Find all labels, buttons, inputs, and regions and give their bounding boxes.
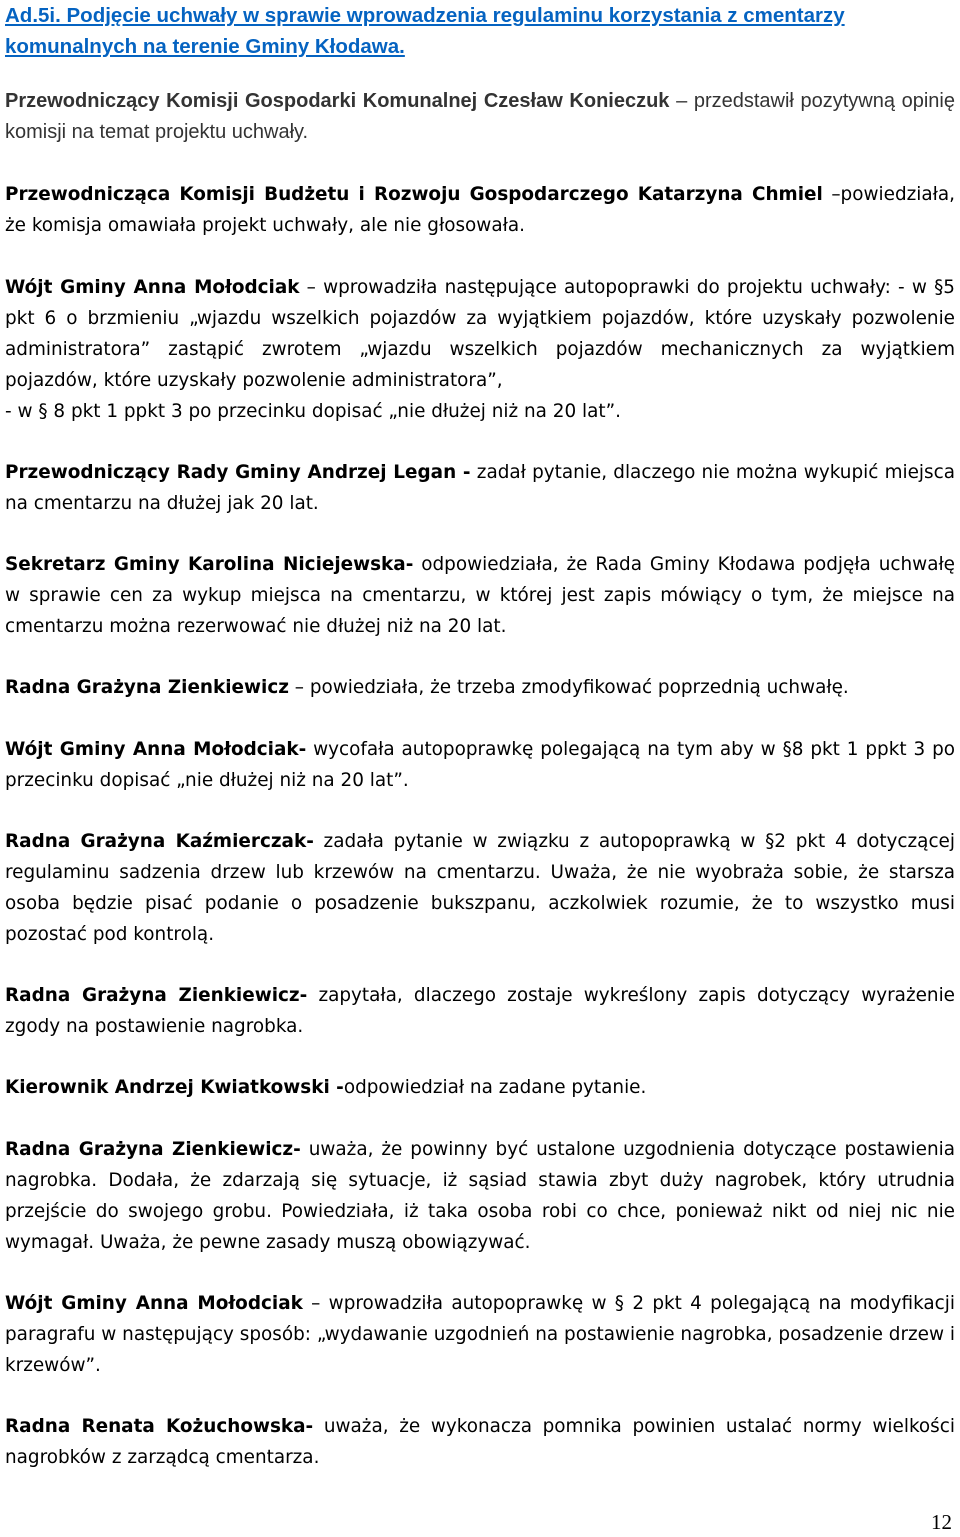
speaker-name: Radna Grażyna Zienkiewicz- <box>5 985 308 1006</box>
paragraph-1 <box>5 86 955 148</box>
statement-text: zapytała, dlaczego zostaje wykreślony zapis dotyczący wyrażenie zgody na postawienie nagrobka. <box>5 985 955 1037</box>
speaker-name: Radna Renata Kożuchowska- <box>5 1416 314 1437</box>
speaker-name: Wójt Gminy Anna Mołodciak <box>5 277 300 298</box>
paragraph-5 <box>5 549 955 642</box>
paragraph-13 <box>5 1411 955 1473</box>
statement-text-continued: - w § 8 pkt 1 ppkt 3 po przecinku dopisać „nie dłużej niż na 20 lat”. <box>5 401 621 422</box>
paragraph-10 <box>5 1072 955 1103</box>
statement-text: – wprowadziła autopoprawkę w § 2 pkt 4 polegającą na modyfikacji paragrafu w następujący sposób: „wydawanie uzgodnień na postawienie nagrobka, posadzenie drzew i krzewów”. <box>5 1293 956 1376</box>
speaker-name: Przewodniczący Komisji Gospodarki Komunalnej Czesław Konieczuk <box>5 90 670 112</box>
paragraph-9 <box>5 980 955 1042</box>
speaker-name: Przewodniczący Rady Gminy Andrzej Legan - <box>5 462 471 483</box>
statement-text: –powiedziała, że komisja omawiała projekt uchwały, ale nie głosowała. <box>5 184 955 236</box>
paragraph-4 <box>5 457 955 519</box>
speaker-name: Kierownik Andrzej Kwiatkowski - <box>5 1077 344 1098</box>
paragraph-8 <box>5 826 955 950</box>
statement-text: zadała pytanie w związku z autopoprawką w §2 pkt 4 dotyczącej regulaminu sadzenia drzew lub krzewów na cmentarzu. Uważa, że nie wyobraża sobie, że starsza osoba będzie pisać podanie o posadzenie bukszpanu, aczkolwiek rozumie, że to wszystko musi pozostać pod kontrolą. <box>5 831 955 945</box>
statement-text: zadał pytanie, dlaczego nie można wykupić miejsca na cmentarzu na dłużej jak 20 lat. <box>5 462 955 514</box>
paragraph-3 <box>5 272 955 427</box>
speaker-name: Sekretarz Gminy Karolina Niciejewska- <box>5 554 414 575</box>
paragraph-7 <box>5 734 955 796</box>
paragraph-11 <box>5 1134 955 1258</box>
statement-text: uważa, że powinny być ustalone uzgodnienia dotyczące postawienia nagrobka. Dodała, że zdarzają się sytuacje, iż sąsiad stawia zbyt duży nagrobek, który utrudnia przejście do swojego grobu. Powiedziała, iż taka osoba robi co chce, ponieważ nikt od niej nic nie wymagał. Uważa, że pewne zasady muszą obowiązywać. <box>5 1139 956 1253</box>
statement-text: odpowiedział na zadane pytanie. <box>343 1077 647 1098</box>
speaker-name: Radna Grażyna Zienkiewicz- <box>5 1139 301 1160</box>
speaker-name: Wójt Gminy Anna Mołodciak <box>5 1293 303 1314</box>
statement-text: – przedstawił pozytywną opinię komisji na temat projektu uchwały. <box>5 90 955 143</box>
paragraph-12 <box>5 1288 955 1381</box>
paragraph-2 <box>5 179 955 241</box>
statement-text: – powiedziała, że trzeba zmodyfikować poprzednią uchwałę. <box>288 677 849 698</box>
statement-text: odpowiedziała, że Rada Gminy Kłodawa podjęła uchwałę w sprawie cen za wykup miejsca na cmentarzu, w której jest zapis mówiący o tym, że miejsce na cmentarzu można rezerwować nie dłużej niż na 20 lat. <box>5 554 955 637</box>
page-number: 12 <box>931 1510 952 1534</box>
statement-text: – wprowadziła następujące autopoprawki do projektu uchwały: - w §5 pkt 6 o brzmieniu „wjazdu wszelkich pojazdów za wyjątkiem pojazdów, które uzyskały pozwolenie administratora” zastąpić zwrotem „wjazdu wszelkich pojazdów mechanicznych za wyjątkiem pojazdów, które uzyskały pozwolenie administratora”, <box>5 277 955 391</box>
paragraph-6 <box>5 672 955 703</box>
speaker-name: Radna Grażyna Kaźmierczak- <box>5 831 314 852</box>
speaker-name: Wójt Gminy Anna Mołodciak- <box>5 739 307 760</box>
speaker-name: Przewodnicząca Komisji Budżetu i Rozwoju Gospodarczego Katarzyna Chmiel <box>5 184 823 205</box>
statement-text: wycofała autopoprawkę polegającą na tym aby w §8 pkt 1 ppkt 3 po przecinku dopisać „nie dłużej niż na 20 lat”. <box>5 739 955 791</box>
agenda-item-heading: Ad.5i. Podjęcie uchwały w sprawie wprowadzenia regulaminu korzystania z cmentarzy komunalnych na terenie Gminy Kłodawa. <box>5 4 845 58</box>
speaker-name: Radna Grażyna Zienkiewicz <box>5 677 289 698</box>
statement-text: uważa, że wykonacza pomnika powinien ustalać normy wielkości nagrobków z zarządcą cmentarza. <box>5 1416 955 1468</box>
